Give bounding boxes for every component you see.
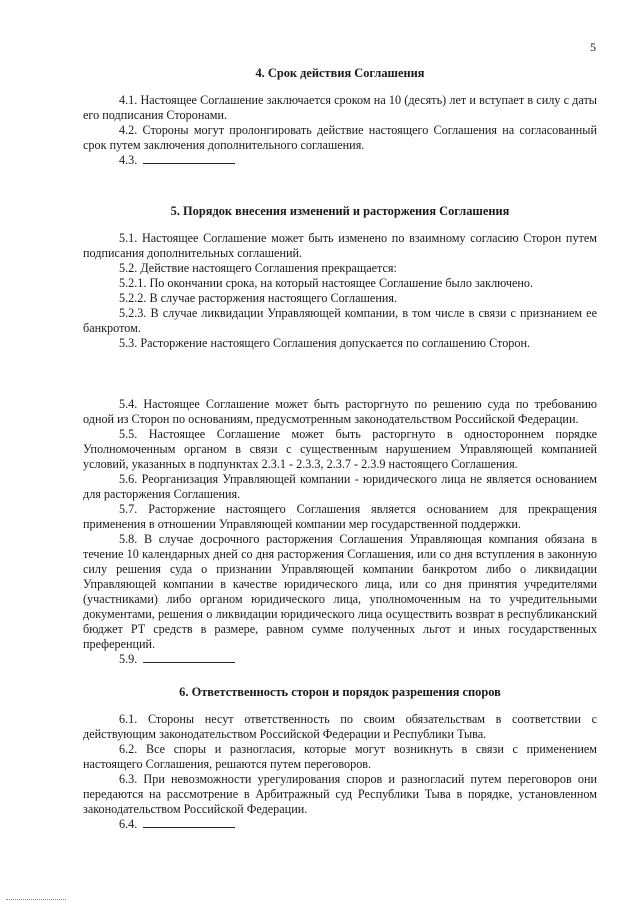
- clause-4-3: [83, 153, 597, 168]
- clause-5-6: 5.6. Реорганизация Управляющей компании - юридического лица не является основанием для расторжения Соглашения.: [83, 472, 597, 501]
- clause-5-1: 5.1. Настоящее Соглашение может быть изменено по взаимному согласию Сторон путем подписания дополнительных соглашений.: [83, 231, 597, 260]
- clause-5-4: 5.4. Настоящее Соглашение может быть расторгнуто по решению суда по требованию одной из Сторон по основаниям, предусмотренным законодательством Российской Федерации.: [83, 397, 597, 426]
- clause-5-9-number: 5.9.: [119, 652, 138, 666]
- clause-6-4: [83, 817, 597, 832]
- clause-5-2: 5.2. Действие настоящего Соглашения прекращается:: [119, 261, 397, 275]
- footer-mark: [6, 898, 66, 900]
- blank-fill-line: [143, 153, 235, 164]
- clause-4-2: 4.2. Стороны могут пролонгировать действие настоящего Соглашения на согласованный срок путем заключения дополнительного соглашения.: [83, 123, 597, 152]
- section-6-heading: 6. Ответственность сторон и порядок разрешения споров: [179, 685, 501, 699]
- clause-4-1: 4.1. Настоящее Соглашение заключается сроком на 10 (десять) лет и вступает в силу с даты его подписания Сторонами.: [83, 93, 597, 122]
- blank-fill-line: [143, 817, 235, 828]
- blank-fill-line: [143, 652, 235, 663]
- clause-5-5: 5.5. Настоящее Соглашение может быть расторгнуто в одностороннем порядке Уполномоченным органом в связи с существенным нарушением Управляющей компанией условий, указанных в подпунктах 2.3.1 - 2.3.3, 2.3.7 - 2.3.9 настоящего Соглашения.: [83, 427, 597, 471]
- clause-6-2: 6.2. Все споры и разногласия, которые могут возникнуть в связи с применением настоящего Соглашения, решаются путем переговоров.: [83, 742, 597, 771]
- clause-5-8: 5.8. В случае досрочного расторжения Соглашения Управляющая компания обязана в течение 10 календарных дней со дня расторжения Соглашения, или со дня вступления в законную силу решения суда о признании Управляющей компании банкротом либо о ликвидации Управляющей компании в качестве юридического лица, или со дня принятия учредителями (участниками) либо органом юридического лица, уполномоченным на то учредительными документами, решения о ликвидации юридического лица осуществить возврат в республиканский бюджет РТ средств в размере, равном сумме полученных льгот и иных государственных преференций.: [83, 532, 597, 651]
- clause-5-2-2: 5.2.2. В случае расторжения настоящего Соглашения.: [119, 291, 398, 305]
- clause-5-2-3: 5.2.3. В случае ликвидации Управляющей компании, в том числе в связи с признанием ее банкротом.: [83, 306, 597, 335]
- clause-4-3-number: 4.3.: [119, 153, 138, 167]
- section-5-heading: 5. Порядок внесения изменений и расторжения Соглашения: [170, 204, 510, 218]
- page-number: 5: [590, 40, 596, 54]
- clause-6-4-number: 6.4.: [119, 817, 138, 831]
- clause-5-9: [83, 652, 597, 667]
- clause-6-1: 6.1. Стороны несут ответственность по своим обязательствам в соответствии с действующим законодательством Российской Федерации и Республики Тыва.: [83, 712, 597, 741]
- page-gap: [83, 351, 597, 397]
- clause-5-7: 5.7. Расторжение настоящего Соглашения является основанием для прекращения применения в отношении Управляющей компании мер государственной поддержки.: [83, 502, 597, 531]
- document-body: [83, 66, 597, 832]
- section-4-heading: 4. Срок действия Соглашения: [255, 66, 425, 80]
- clause-5-3: 5.3. Расторжение настоящего Соглашения допускается по соглашению Сторон.: [119, 336, 531, 350]
- clause-5-2-1: 5.2.1. По окончании срока, на который настоящее Соглашение было заключено.: [119, 276, 534, 290]
- clause-6-3: 6.3. При невозможности урегулирования споров и разногласий путем переговоров они передаются на рассмотрение в Арбитражный суд Республики Тыва в порядке, установленном законодательством Российской Федерации.: [83, 772, 597, 816]
